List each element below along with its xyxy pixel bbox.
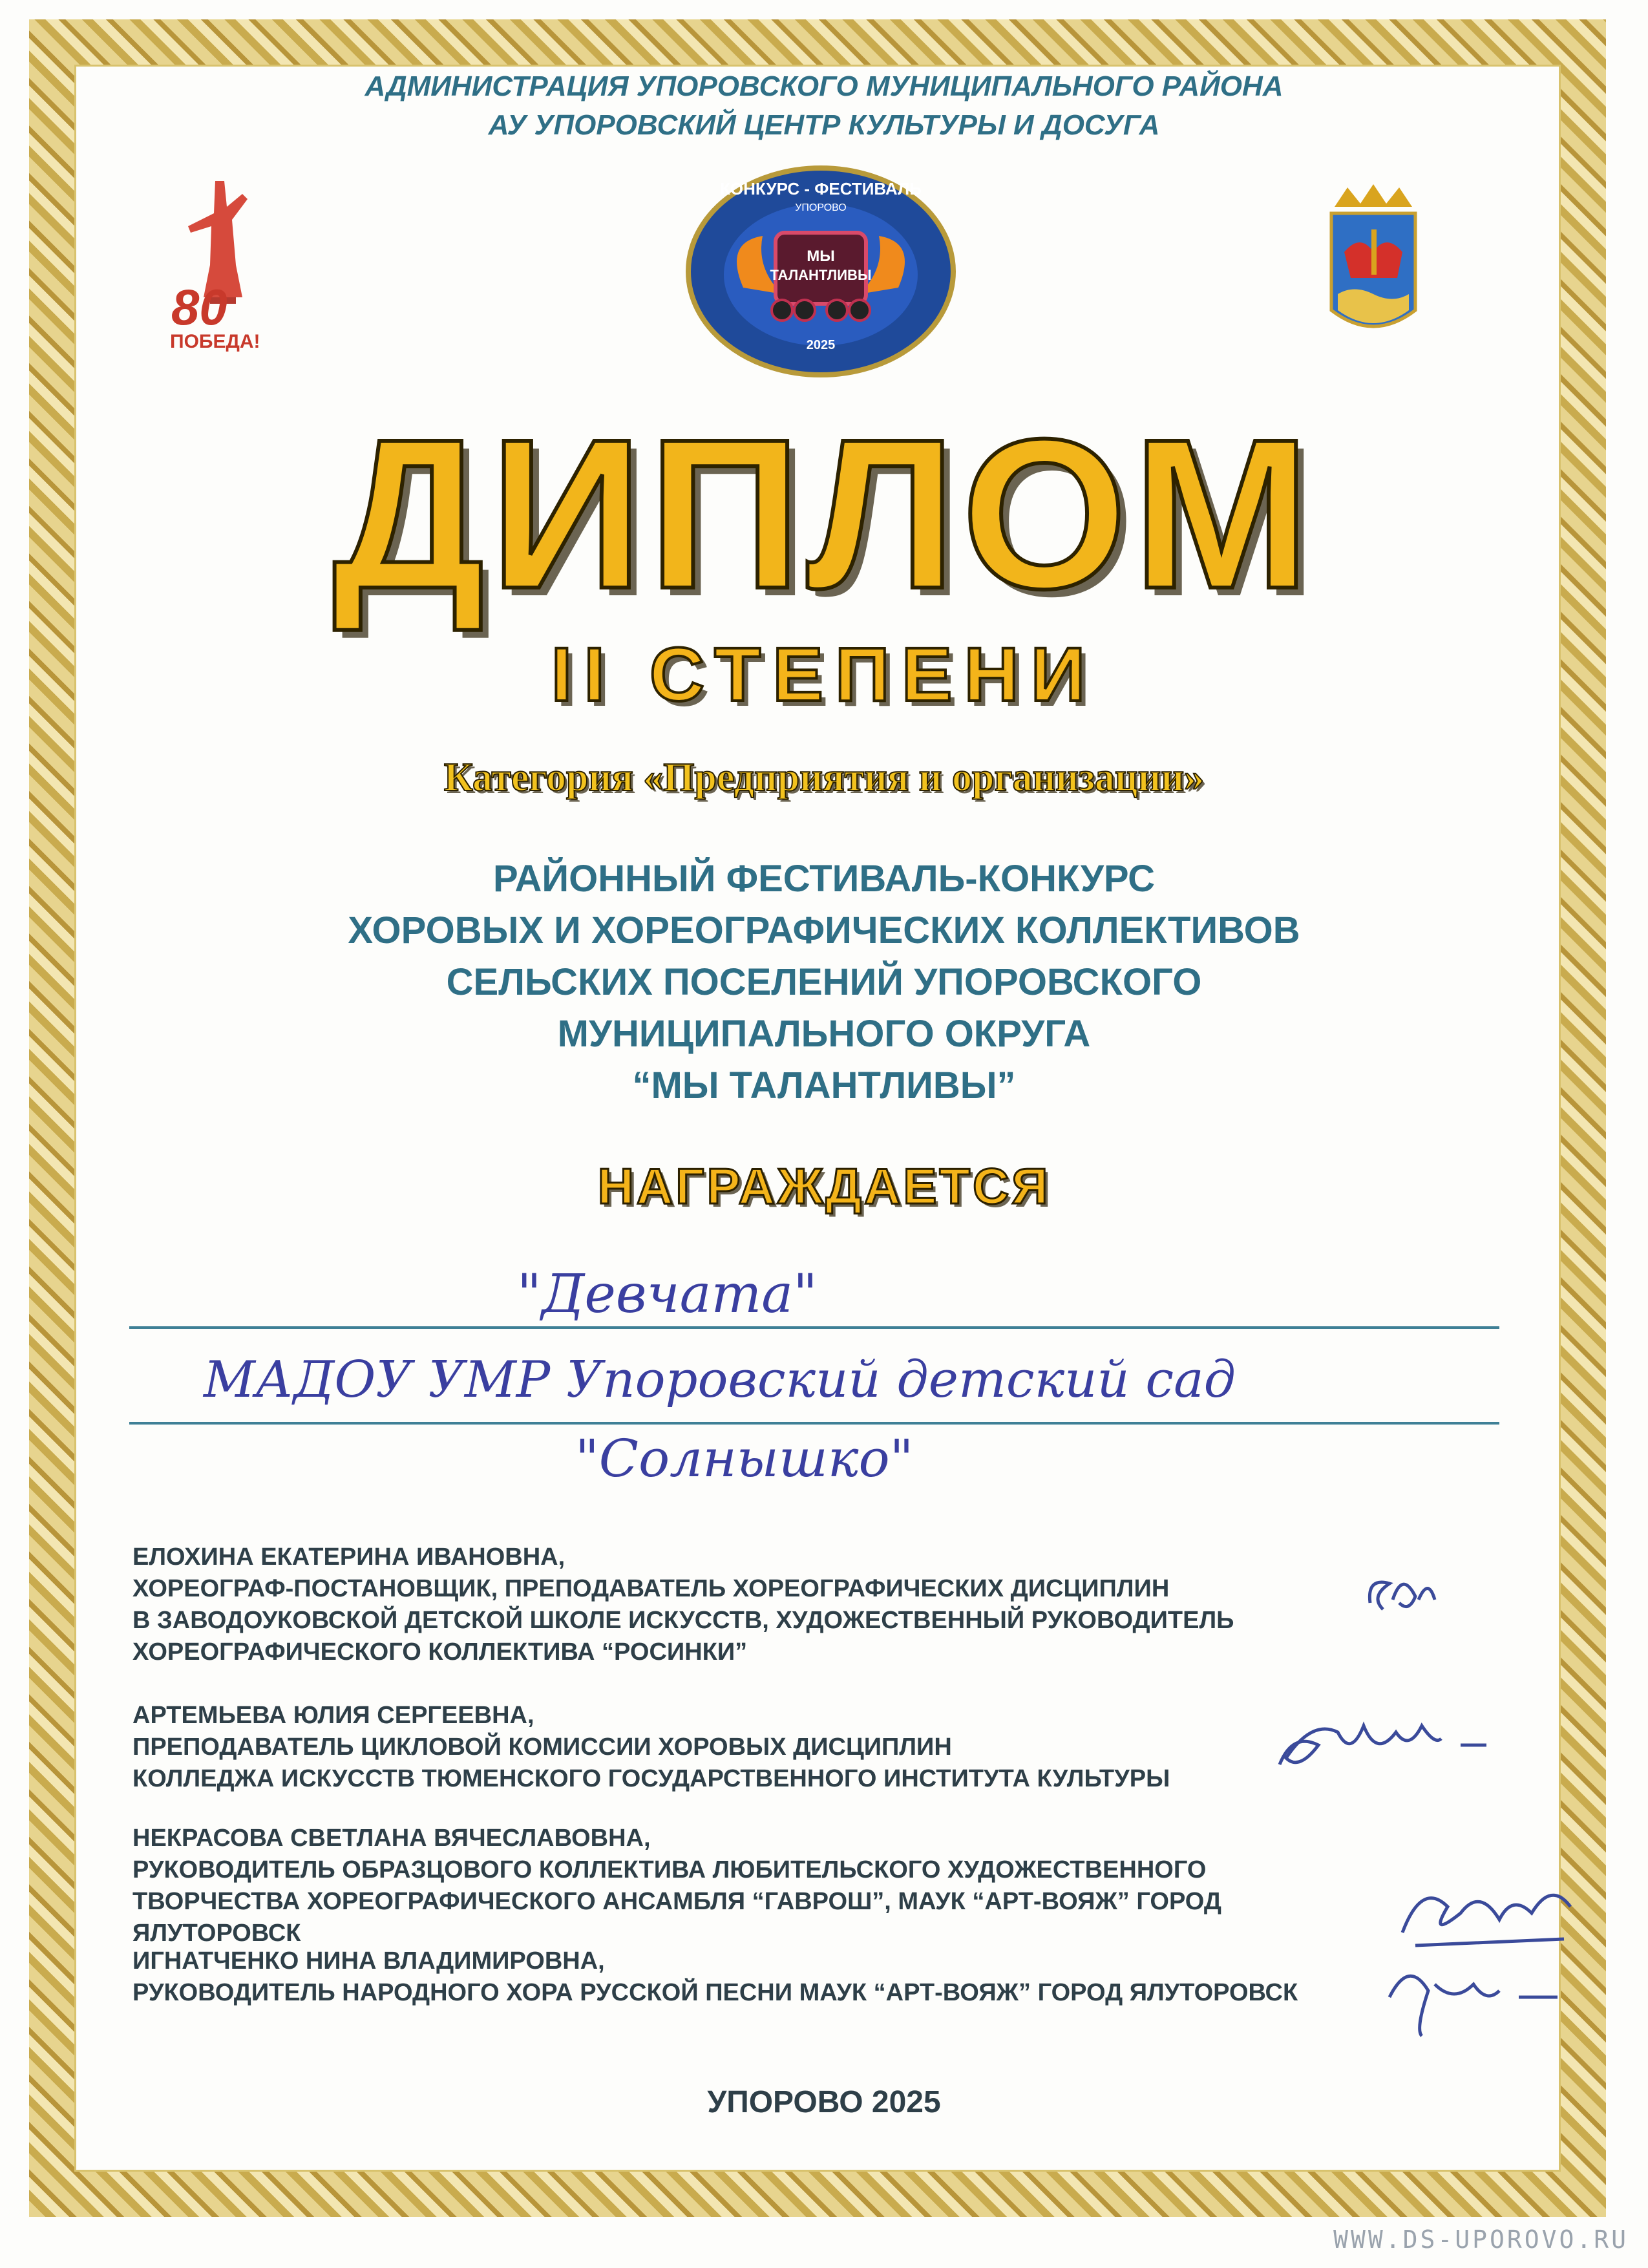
header-line-1: АДМИНИСТРАЦИЯ УПОРОВСКОГО МУНИЦИПАЛЬНОГО РАЙОНА bbox=[364, 70, 1284, 102]
awarded-heading: НАГРАЖДАЕТСЯ bbox=[597, 1158, 1051, 1214]
jury-member-2 bbox=[132, 1700, 1393, 1795]
jury-name: НЕКРАСОВА СВЕТЛАНА ВЯЧЕСЛАВОВНА, bbox=[132, 1825, 651, 1852]
festival-line-5: “МЫ ТАЛАНТЛИВЫ” bbox=[632, 1065, 1016, 1107]
festival-emblem bbox=[685, 165, 956, 378]
jury-member-4 bbox=[132, 1945, 1393, 2009]
jury-role: РУКОВОДИТЕЛЬ НАРОДНОГО ХОРА РУССКОЙ ПЕСНИ МАУК “АРТ-ВОЯЖ” ГОРОД ЯЛУТОРОВСК bbox=[132, 1979, 1298, 2006]
category-line: Категория «Предприятия и организации» bbox=[443, 756, 1205, 800]
recipient-name: "Девчата" bbox=[517, 1264, 818, 1325]
header-line-2: АУ УПОРОВСКИЙ ЦЕНТР КУЛЬТУРЫ И ДОСУГА bbox=[488, 109, 1160, 141]
festival-line-4: МУНИЦИПАЛЬНОГО ОКРУГА bbox=[557, 1013, 1091, 1055]
victory-text: ПОБЕДА! bbox=[170, 331, 260, 352]
underline-1 bbox=[129, 1326, 1499, 1329]
jury-role: ХОРЕОГРАФ-ПОСТАНОВЩИК, ПРЕПОДАВАТЕЛЬ ХОРЕОГРАФИЧЕСКИХ ДИСЦИПЛИН bbox=[132, 1575, 1170, 1602]
jury-name: ЕЛОХИНА ЕКАТЕРИНА ИВАНОВНА, bbox=[132, 1543, 565, 1571]
jury-role: ХОРЕОГРАФИЧЕСКОГО КОЛЛЕКТИВА “РОСИНКИ” bbox=[132, 1638, 748, 1666]
victory-80-logo bbox=[165, 168, 275, 362]
jury-role: КОЛЛЕДЖА ИСКУССТВ ТЮМЕНСКОГО ГОСУДАРСТВЕННОГО ИНСТИТУТА КУЛЬТУРЫ bbox=[132, 1765, 1170, 1792]
diploma-title: ДИПЛОМ bbox=[332, 394, 1316, 633]
signature-1 bbox=[1364, 1564, 1441, 1622]
signature-4 bbox=[1370, 1945, 1564, 2042]
watermark-url: WWW.DS-UPOROVO.RU bbox=[1333, 2225, 1629, 2254]
recipient-org-name: "Солнышко" bbox=[575, 1428, 914, 1489]
jury-role: ПРЕПОДАВАТЕЛЬ ЦИКЛОВОЙ КОМИССИИ ХОРОВЫХ ДИСЦИПЛИН bbox=[132, 1733, 952, 1761]
emblem-sub-text: УПОРОВО bbox=[795, 202, 847, 213]
jury-role: В ЗАВОДОУКОВСКОЙ ДЕТСКОЙ ШКОЛЕ ИСКУССТВ, ХУДОЖЕСТВЕННЫЙ РУКОВОДИТЕЛЬ bbox=[132, 1607, 1234, 1634]
festival-line-1: РАЙОННЫЙ ФЕСТИВАЛЬ-КОНКУРС bbox=[492, 858, 1156, 900]
festival-line-2: ХОРОВЫХ И ХОРЕОГРАФИЧЕСКИХ КОЛЛЕКТИВОВ bbox=[348, 909, 1300, 951]
festival-line-3: СЕЛЬСКИХ ПОСЕЛЕНИЙ УПОРОВСКОГО bbox=[446, 961, 1202, 1003]
jury-role: РУКОВОДИТЕЛЬ ОБРАЗЦОВОГО КОЛЛЕКТИВА ЛЮБИТЕЛЬСКОГО ХУДОЖЕСТВЕННОГО bbox=[132, 1856, 1207, 1883]
jury-role: ТВОРЧЕСТВА ХОРЕОГРАФИЧЕСКОГО АНСАМБЛЯ “ГАВРОШ”, МАУК “АРТ-ВОЯЖ” ГОРОД ЯЛУТОРОВСК bbox=[132, 1888, 1221, 1947]
footer-place-year: УПОРОВО 2025 bbox=[707, 2085, 941, 2119]
degree-title: II СТЕПЕНИ bbox=[551, 632, 1097, 717]
jury-member-3 bbox=[132, 1823, 1393, 1949]
emblem-year: 2025 bbox=[806, 338, 836, 352]
jury-name: АРТЕМЬЕВА ЮЛИЯ СЕРГЕЕВНА, bbox=[132, 1702, 534, 1729]
recipient-org: МАДОУ УМР Упоровский детский сад bbox=[204, 1351, 1236, 1409]
emblem-line-1: МЫ bbox=[807, 248, 835, 265]
jury-name: ИГНАТЧЕНКО НИНА ВЛАДИМИРОВНА, bbox=[132, 1947, 605, 1975]
underline-2 bbox=[129, 1422, 1499, 1425]
emblem-arc-text: КОНКУРС - ФЕСТИВАЛЬ bbox=[720, 179, 922, 198]
coat-of-arms-icon bbox=[1325, 181, 1422, 349]
jury-member-1 bbox=[132, 1542, 1393, 1668]
victory-number: 80 bbox=[171, 279, 227, 335]
emblem-line-2: ТАЛАНТЛИВЫ bbox=[770, 267, 872, 283]
signature-2 bbox=[1267, 1706, 1512, 1790]
